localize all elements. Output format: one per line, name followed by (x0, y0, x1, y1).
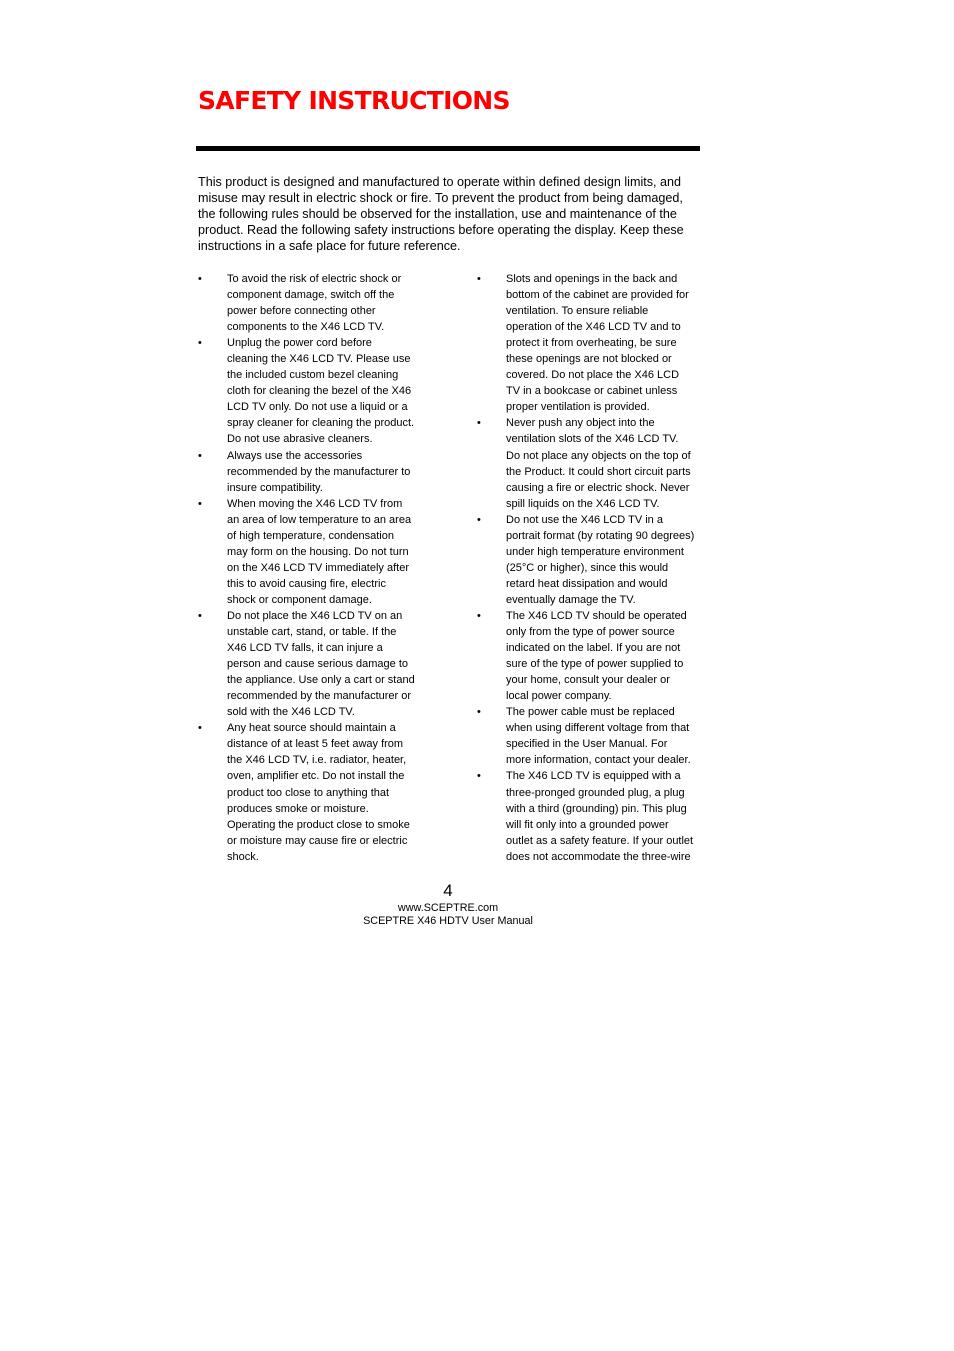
intro-line: the following rules should be observed for the installation, use and maintenance of the (198, 207, 677, 221)
left-column-list (198, 271, 438, 865)
bullet-marker: • (477, 609, 481, 622)
safety-item-line: ventilation. To ensure reliable (506, 305, 649, 318)
safety-list-item (198, 335, 438, 447)
safety-item-line: operation of the X46 LCD TV and to (506, 321, 681, 334)
safety-list-item (477, 512, 717, 608)
safety-item-line: proper ventilation is provided. (506, 401, 650, 414)
safety-list-item (198, 448, 438, 496)
footer-manual-title: SCEPTRE X46 HDTV User Manual (363, 915, 533, 927)
footer-url: www.SCEPTRE.com (397, 902, 499, 914)
safety-item-line: protect it from overheating, be sure (506, 337, 677, 350)
intro-paragraph (198, 174, 704, 254)
safety-item-line: To avoid the risk of electric shock or (227, 273, 402, 285)
intro-line: This product is designed and manufactured to operate within defined design limits, and (198, 175, 682, 189)
right-column-list (477, 271, 717, 865)
safety-item-line: spray cleaner for cleaning the product. (227, 417, 415, 430)
safety-item-line: an area of low temperature to an area (227, 513, 412, 526)
safety-item-line: ventilation slots of the X46 LCD TV. (506, 433, 679, 446)
safety-item-line: cleaning the X46 LCD TV. Please use (227, 353, 411, 366)
safety-item-line: Do not place the X46 LCD TV on an (227, 609, 403, 622)
safety-item-line: The power cable must be replaced (506, 706, 675, 719)
safety-item-line: shock. (227, 850, 259, 863)
safety-item-line: Any heat source should maintain a (227, 722, 396, 735)
safety-item-line: shock or component damage. (227, 593, 372, 606)
safety-item-line: three-pronged grounded plug, a plug (506, 786, 685, 799)
safety-item-line: on the X46 LCD TV immediately after (227, 561, 409, 574)
safety-item-line: under high temperature environment (506, 545, 684, 558)
safety-list-item (477, 415, 717, 511)
safety-item-line: Slots and openings in the back and (506, 273, 678, 285)
safety-item-line: or moisture may cause fire or electric (227, 834, 408, 847)
safety-item-line: Unplug the power cord before (227, 337, 372, 350)
intro-line: instructions in a safe place for future reference. (198, 239, 461, 253)
safety-item-line: will fit only into a grounded power (506, 818, 669, 831)
safety-item-line: power before connecting other (227, 305, 376, 318)
bullet-marker: • (198, 609, 202, 622)
safety-item-line: when using different voltage from that (506, 722, 690, 735)
safety-item-line: X46 LCD TV falls, it can injure a (227, 642, 383, 655)
safety-list-item (198, 720, 438, 864)
safety-item-line: your home, consult your dealer or (506, 674, 670, 687)
page-title: SAFETY INSTRUCTIONS (198, 86, 510, 115)
safety-item-line: component damage, switch off the (227, 289, 395, 302)
safety-item-line: sold with the X46 LCD TV. (227, 706, 355, 719)
safety-item-line: TV in a bookcase or cabinet unless (506, 385, 678, 398)
bullet-marker: • (198, 337, 202, 350)
safety-item-line: this to avoid causing fire, electric (227, 577, 386, 590)
safety-item-line: insure compatibility. (227, 481, 323, 494)
safety-item-line: does not accommodate the three-wire (506, 850, 691, 863)
bullet-marker: • (198, 497, 202, 510)
safety-list-item (198, 496, 438, 608)
safety-item-line: the X46 LCD TV, i.e. radiator, heater, (227, 754, 407, 767)
safety-item-line: oven, amplifier etc. Do not install the (227, 770, 405, 783)
bullet-marker: • (477, 770, 481, 783)
safety-item-line: cloth for cleaning the bezel of the X46 (227, 385, 412, 398)
safety-item-line: specified in the User Manual. For (506, 738, 668, 751)
safety-item-line: Operating the product close to smoke (227, 818, 410, 831)
safety-item-line: bottom of the cabinet are provided for (506, 289, 689, 302)
intro-line: misuse may result in electric shock or fire. To prevent the product from being damaged, (198, 191, 683, 205)
safety-item-line: sure of the type of power supplied to (506, 658, 684, 671)
safety-list-item (477, 271, 717, 415)
safety-list-item (477, 608, 717, 704)
safety-item-line: may form on the housing. Do not turn (227, 545, 409, 558)
safety-item-line: product too close to anything that (227, 786, 390, 799)
safety-item-line: of high temperature, condensation (227, 529, 394, 542)
safety-list-item (198, 271, 438, 335)
page-footer (300, 880, 596, 928)
safety-item-line: with a third (grounding) pin. This plug (506, 802, 687, 815)
safety-item-line: Never push any object into the (506, 417, 655, 430)
safety-item-line: LCD TV only. Do not use a liquid or a (227, 401, 408, 414)
safety-item-line: distance of at least 5 feet away from (227, 738, 404, 751)
safety-item-line: produces smoke or moisture. (227, 802, 369, 815)
safety-item-line: (25°C or higher), since this would (506, 561, 669, 574)
safety-item-line: these openings are not blocked or (506, 353, 672, 366)
safety-list-item (477, 768, 717, 864)
safety-item-line: spill liquids on the X46 LCD TV. (506, 497, 660, 510)
safety-item-line: causing a fire or electric shock. Never (506, 481, 690, 494)
safety-item-line: Do not use abrasive cleaners. (227, 433, 373, 446)
safety-item-line: the appliance. Use only a cart or stand (227, 674, 415, 687)
safety-item-line: the included custom bezel cleaning (227, 369, 399, 382)
safety-item-line: indicated on the label. If you are not (506, 642, 681, 655)
safety-item-line: outlet as a safety feature. If your outlet (506, 834, 694, 847)
safety-item-line: Do not use the X46 LCD TV in a (506, 513, 663, 526)
safety-list-item (198, 608, 438, 720)
bullet-marker: • (198, 273, 202, 285)
safety-item-line: When moving the X46 LCD TV from (227, 497, 403, 510)
safety-item-line: covered. Do not place the X46 LCD (506, 369, 680, 382)
safety-item-line: only from the type of power source (506, 626, 675, 639)
safety-item-line: more information, contact your dealer. (506, 754, 691, 767)
bullet-marker: • (198, 722, 202, 735)
safety-item-line: The X46 LCD TV should be operated (506, 609, 687, 622)
safety-item-line: the Product. It could short circuit parts (506, 465, 691, 478)
safety-item-line: Do not place any objects on the top of (506, 449, 691, 462)
intro-line: product. Read the following safety instructions before operating the display. Keep these (198, 223, 684, 237)
bullet-marker: • (477, 513, 481, 526)
title-rule (196, 146, 700, 151)
safety-item-line: Always use the accessories (227, 449, 363, 462)
bullet-marker: • (198, 449, 202, 462)
safety-item-line: eventually damage the TV. (506, 593, 636, 606)
bullet-marker: • (477, 417, 481, 430)
safety-item-line: recommended by the manufacturer to (227, 465, 411, 478)
bullet-marker: • (477, 273, 481, 285)
page-number: 4 (443, 881, 453, 900)
safety-item-line: retard heat dissipation and would (506, 577, 668, 590)
safety-item-line: portrait format (by rotating 90 degrees) (506, 529, 695, 542)
safety-list-item (477, 704, 717, 768)
safety-item-line: recommended by the manufacturer or (227, 690, 412, 703)
safety-item-line: person and cause serious damage to (227, 658, 409, 671)
bullet-marker: • (477, 706, 481, 719)
safety-item-line: local power company. (506, 690, 612, 703)
safety-item-line: components to the X46 LCD TV. (227, 321, 385, 334)
safety-item-line: unstable cart, stand, or table. If the (227, 626, 397, 639)
safety-item-line: The X46 LCD TV is equipped with a (506, 770, 681, 783)
